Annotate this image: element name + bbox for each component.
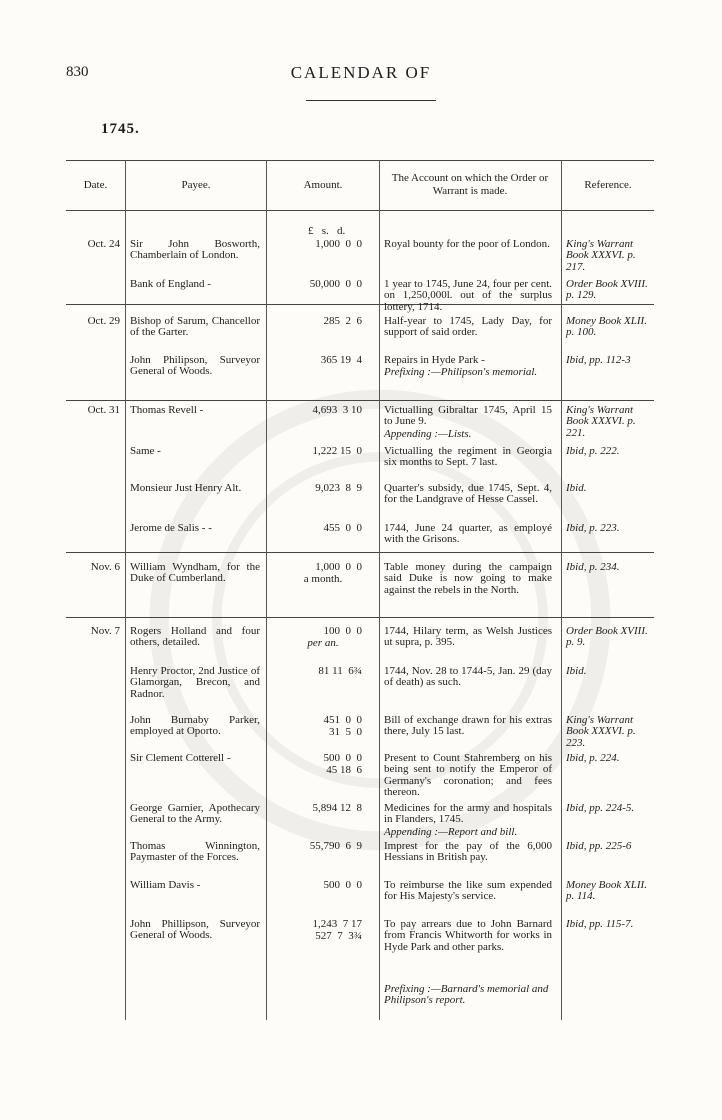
account-cell: Table money during the campaign said Duke is now going to make against the rebels in the North.: [384, 561, 552, 596]
amount-cell: 365 19 4: [320, 354, 362, 366]
column-divider: [379, 160, 380, 1020]
table-top-rule: [66, 160, 654, 161]
account-note: Appending :—Lists.: [384, 428, 472, 440]
year-heading: 1745.: [101, 121, 140, 137]
page-number: 830: [66, 64, 89, 80]
payee-cell: Sir Clement Cotterell -: [130, 752, 231, 764]
payee-cell: William Wyndham, for the Duke of Cumberland.: [130, 561, 260, 585]
header-bottom-rule: [66, 210, 654, 211]
payee-cell: Bishop of Sarum, Chancellor of the Garter.: [130, 315, 260, 339]
reference-cell: Ibid, p. 222.: [566, 445, 620, 457]
reference-cell: Ibid, pp. 225-6: [566, 840, 632, 852]
account-note: Prefixing :—Barnard's memorial and Philipson's report.: [384, 983, 549, 1007]
date-cell: Oct. 31: [87, 404, 120, 416]
amount-note: per an.: [307, 637, 339, 649]
amount-cell-second: 527 7 3¾: [315, 930, 362, 942]
column-divider: [266, 160, 267, 1020]
account-cell: 1744, Hilary term, as Welsh Justices ut supra, p. 395.: [384, 625, 552, 649]
date-cell: Nov. 7: [90, 625, 120, 637]
account-cell: Bill of exchange drawn for his extras there, July 15 last.: [384, 714, 552, 738]
amount-cell: 1,222 15 0: [312, 445, 362, 457]
column-header-payee: Payee.: [181, 179, 211, 191]
payee-cell: Henry Proctor, 2nd Justice of Glamorgan, Brecon, and Radnor.: [130, 665, 260, 700]
reference-cell: Ibid, pp. 115-7.: [566, 918, 634, 930]
amount-cell: 81 11 6¾: [318, 665, 362, 677]
column-divider: [125, 160, 126, 1020]
reference-cell: Money Book XLII. p. 114.: [566, 879, 647, 903]
account-cell: Quarter's subsidy, due 1745, Sept. 4, for the Landgrave of Hesse Cassel.: [384, 482, 552, 506]
column-header-reference: Reference.: [584, 179, 632, 191]
reference-cell: Ibid.: [566, 482, 587, 494]
amount-cell: 500 0 0: [323, 879, 362, 891]
reference-cell: Ibid, pp. 224-5.: [566, 802, 635, 814]
account-note: Appending :—Report and bill.: [384, 826, 518, 838]
payee-cell: William Davis -: [130, 879, 201, 891]
payee-cell: Same -: [130, 445, 161, 457]
payee-cell: Thomas Winnington, Paymaster of the Forces.: [130, 840, 260, 864]
account-cell: Half-year to 1745, Lady Day, for support of said order.: [384, 315, 552, 339]
payee-cell: Bank of England -: [130, 278, 211, 290]
payee-cell: Rogers Holland and four others, detailed.: [130, 625, 260, 649]
amount-cell: 55,790 6 9: [309, 840, 362, 852]
group-rule-oct29: [66, 304, 654, 305]
reference-cell: Ibid.: [566, 665, 587, 677]
account-cell: 1744, June 24 quarter, as employé with the Grisons.: [384, 522, 552, 546]
account-note: Prefixing :—Philipson's memorial.: [384, 366, 538, 378]
group-rule-oct31: [66, 400, 654, 401]
payee-cell: George Garnier, Apothecary General to the Army.: [130, 802, 260, 826]
payee-cell: Monsieur Just Henry Alt.: [130, 482, 242, 494]
date-cell: Oct. 24: [87, 238, 120, 250]
column-header-date: Date.: [83, 179, 108, 191]
reference-cell: Ibid, p. 234.: [566, 561, 620, 573]
account-cell: 1 year to 1745, June 24, four per cent. on 1,250,000l. out of the surplus lottery, 1714.: [384, 278, 552, 313]
reference-cell: Ibid, pp. 112-3: [566, 354, 631, 366]
account-cell: To pay arrears due to John Barnard from Francis Whitworth for works in Hyde Park and other parks.: [384, 918, 552, 953]
amount-cell: 1,243 7 17: [312, 918, 362, 930]
amount-cell: 500 0 0: [323, 752, 362, 764]
reference-cell: Order Book XVIII. p. 129.: [566, 278, 648, 302]
account-cell: To reimburse the like sum expended for His Majesty's service.: [384, 879, 552, 903]
reference-cell: Ibid, p. 223.: [566, 522, 620, 534]
amount-cell: 1,000 0 0: [315, 561, 362, 573]
account-cell: Repairs in Hyde Park -: [384, 354, 485, 366]
title-rule: [306, 100, 436, 101]
account-cell: Royal bounty for the poor of London.: [384, 238, 550, 250]
account-cell: Victualling the regiment in Georgia six months to Sept. 7 last.: [384, 445, 552, 469]
account-cell: Victualling Gibraltar 1745, April 15 to June 9.: [384, 404, 552, 428]
amount-cell: 5,894 12 8: [312, 802, 362, 814]
payee-cell: Sir John Bosworth, Chamberlain of London.: [130, 238, 260, 262]
amount-cell: 4,693 3 10: [312, 404, 362, 416]
amount-cell: 285 2 6: [323, 315, 362, 327]
amount-cell-second: 31 5 0: [329, 726, 362, 738]
reference-cell: Money Book XLII. p. 100.: [566, 315, 647, 339]
reference-cell: Order Book XVIII. p. 9.: [566, 625, 648, 649]
payee-cell: Thomas Revell -: [130, 404, 204, 416]
date-cell: Nov. 6: [90, 561, 120, 573]
payee-cell: John Burnaby Parker, employed at Oporto.: [130, 714, 260, 738]
group-rule-nov7: [66, 617, 654, 618]
column-header-account: The Account on which the Order or Warrant is made.: [391, 172, 549, 197]
payee-cell: John Phillipson, Surveyor General of Woods.: [130, 918, 260, 942]
reference-cell: King's Warrant Book XXXVI. p. 221.: [566, 404, 636, 439]
amount-cell: 1,000 0 0: [315, 238, 362, 250]
amount-cell-second: 45 18 6: [326, 764, 362, 776]
amount-note: a month.: [303, 573, 343, 585]
account-cell: Imprest for the pay of the 6,000 Hessians in British pay.: [384, 840, 552, 864]
amount-cell: 9,023 8 9: [315, 482, 362, 494]
payee-cell: Jerome de Salis - -: [130, 522, 212, 534]
currency-header: £ s. d.: [308, 225, 346, 237]
date-cell: Oct. 29: [87, 315, 120, 327]
payee-cell: John Philipson, Surveyor General of Woods.: [130, 354, 260, 378]
reference-cell: King's Warrant Book XXXVI. p. 223.: [566, 714, 636, 749]
column-header-amount: Amount.: [303, 179, 343, 191]
amount-cell: 451 0 0: [323, 714, 362, 726]
account-cell: Present to Count Stahremberg on his being sent to notify the Emperor of Germany's coronation; and fees thereon.: [384, 752, 552, 799]
group-rule-nov6: [66, 552, 654, 553]
amount-cell: 100 0 0: [323, 625, 362, 637]
reference-cell: Ibid, p. 224.: [566, 752, 620, 764]
column-divider: [561, 160, 562, 1020]
reference-cell: King's Warrant Book XXXVI. p. 217.: [566, 238, 636, 273]
account-cell: Medicines for the army and hospitals in Flanders, 1745.: [384, 802, 552, 826]
amount-cell: 50,000 0 0: [309, 278, 362, 290]
running-title: CALENDAR OF: [290, 63, 432, 82]
amount-cell: 455 0 0: [323, 522, 362, 534]
account-cell: 1744, Nov. 28 to 1744-5, Jan. 29 (day of death) as such.: [384, 665, 552, 689]
